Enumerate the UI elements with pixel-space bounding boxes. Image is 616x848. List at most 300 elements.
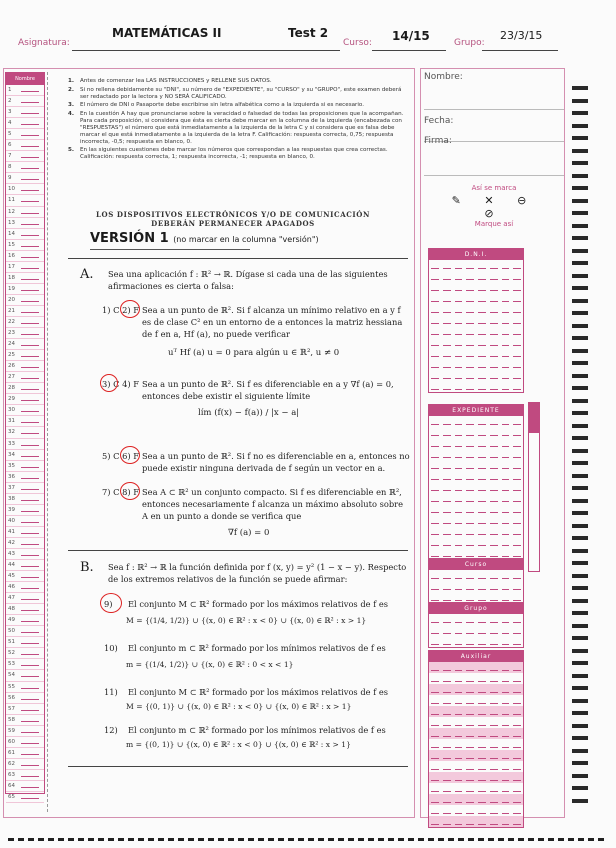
bubble-cell[interactable] xyxy=(429,271,441,282)
bubble-cell[interactable] xyxy=(500,304,512,315)
bubble-cell[interactable] xyxy=(429,438,441,449)
strip-row[interactable] xyxy=(6,704,44,715)
bubble-cell[interactable] xyxy=(476,381,488,392)
bubble-cell[interactable] xyxy=(453,662,465,673)
strip-row[interactable] xyxy=(6,162,44,173)
bubble-cell[interactable] xyxy=(488,416,500,427)
bubble-cell[interactable] xyxy=(464,449,476,460)
bubble-cell[interactable] xyxy=(464,438,476,449)
bubble-cell[interactable] xyxy=(476,460,488,471)
bubble-cell[interactable] xyxy=(429,526,441,537)
bubble-cell[interactable] xyxy=(500,381,512,392)
bubble-cell[interactable] xyxy=(511,293,523,304)
bubble-cell[interactable] xyxy=(441,662,453,673)
bubble-cell[interactable] xyxy=(476,271,488,282)
bubble-cell[interactable] xyxy=(500,482,512,493)
bubble-cell[interactable] xyxy=(464,482,476,493)
bubble-cell[interactable] xyxy=(453,783,465,794)
bubble-cell[interactable] xyxy=(441,471,453,482)
bubble-cell[interactable] xyxy=(441,537,453,548)
bubble-cell[interactable] xyxy=(488,772,500,783)
bubble-cell[interactable] xyxy=(441,816,453,827)
bubble-cell[interactable] xyxy=(429,326,441,337)
strip-row[interactable] xyxy=(6,461,44,472)
bubble-cell[interactable] xyxy=(453,684,465,695)
bubble-cell[interactable] xyxy=(429,337,441,348)
bubble-cell[interactable] xyxy=(500,326,512,337)
bubble-cell[interactable] xyxy=(453,570,465,581)
strip-row[interactable] xyxy=(6,483,44,494)
bubble-cell[interactable] xyxy=(476,427,488,438)
bubble-cell[interactable] xyxy=(511,537,523,548)
bubble-cell[interactable] xyxy=(464,493,476,504)
bubble-cell[interactable] xyxy=(453,581,465,592)
bubble-cell[interactable] xyxy=(441,438,453,449)
strip-row[interactable] xyxy=(6,339,44,350)
bubble-cell[interactable] xyxy=(464,761,476,772)
bubble-cell[interactable] xyxy=(476,282,488,293)
bubble-cell[interactable] xyxy=(500,794,512,805)
bubble-cell[interactable] xyxy=(464,348,476,359)
bubble-cell[interactable] xyxy=(429,684,441,695)
strip-row[interactable] xyxy=(6,118,44,129)
bubble-cell[interactable] xyxy=(511,772,523,783)
bubble-cell[interactable] xyxy=(511,739,523,750)
bubble-cell[interactable] xyxy=(429,293,441,304)
bubble-cell[interactable] xyxy=(441,673,453,684)
bubble-cell[interactable] xyxy=(453,794,465,805)
strip-row[interactable] xyxy=(6,648,44,659)
strip-row[interactable] xyxy=(6,317,44,328)
bubble-cell[interactable] xyxy=(429,717,441,728)
strip-row[interactable] xyxy=(6,306,44,317)
bubble-cell[interactable] xyxy=(441,381,453,392)
bubble-cell[interactable] xyxy=(511,471,523,482)
bubble-cell[interactable] xyxy=(500,449,512,460)
question-11[interactable] xyxy=(104,686,408,698)
bubble-cell[interactable] xyxy=(511,706,523,717)
bubble-cell[interactable] xyxy=(464,695,476,706)
bubble-cell[interactable] xyxy=(500,684,512,695)
bubble-cell[interactable] xyxy=(453,348,465,359)
bubble-cell[interactable] xyxy=(453,706,465,717)
bubble-cell[interactable] xyxy=(476,315,488,326)
bubble-cell[interactable] xyxy=(511,504,523,515)
bubble-cell[interactable] xyxy=(453,504,465,515)
bubble-cell[interactable] xyxy=(464,772,476,783)
bubble-cell[interactable] xyxy=(476,783,488,794)
bubble-cell[interactable] xyxy=(488,381,500,392)
bubble-cell[interactable] xyxy=(429,662,441,673)
bubble-cell[interactable] xyxy=(429,427,441,438)
bubble-cell[interactable] xyxy=(476,449,488,460)
bubble-cell[interactable] xyxy=(453,614,465,625)
bubble-cell[interactable] xyxy=(500,493,512,504)
bubble-cell[interactable] xyxy=(511,515,523,526)
bubble-cell[interactable] xyxy=(476,293,488,304)
strip-row[interactable] xyxy=(6,129,44,140)
bubble-cell[interactable] xyxy=(453,293,465,304)
bubble-cell[interactable] xyxy=(488,260,500,271)
bubble-cell[interactable] xyxy=(500,728,512,739)
bubble-cell[interactable] xyxy=(453,282,465,293)
bubble-cell[interactable] xyxy=(429,772,441,783)
bubble-cell[interactable] xyxy=(429,515,441,526)
bubble-cell[interactable] xyxy=(464,662,476,673)
bubble-cell[interactable] xyxy=(500,761,512,772)
bubble-cell[interactable] xyxy=(453,416,465,427)
bubble-cell[interactable] xyxy=(464,684,476,695)
bubble-cell[interactable] xyxy=(441,805,453,816)
strip-row[interactable] xyxy=(6,184,44,195)
strip-row[interactable] xyxy=(6,229,44,240)
bubble-cell[interactable] xyxy=(488,706,500,717)
bubble-cell[interactable] xyxy=(453,515,465,526)
bubble-cell[interactable] xyxy=(453,739,465,750)
bubble-cell[interactable] xyxy=(511,359,523,370)
bubble-cell[interactable] xyxy=(453,260,465,271)
bubble-cell[interactable] xyxy=(511,348,523,359)
bubble-cell[interactable] xyxy=(511,315,523,326)
bubble-cell[interactable] xyxy=(453,326,465,337)
bubble-cell[interactable] xyxy=(488,482,500,493)
bubble-cell[interactable] xyxy=(464,750,476,761)
bubble-cell[interactable] xyxy=(500,662,512,673)
bubble-cell[interactable] xyxy=(429,460,441,471)
bubble-cell[interactable] xyxy=(453,427,465,438)
bubble-cell[interactable] xyxy=(511,794,523,805)
bubble-cell[interactable] xyxy=(464,326,476,337)
strip-row[interactable] xyxy=(6,207,44,218)
strip-row[interactable] xyxy=(6,626,44,637)
bubble-cell[interactable] xyxy=(476,416,488,427)
bubble-cell[interactable] xyxy=(511,427,523,438)
bubble-cell[interactable] xyxy=(429,783,441,794)
bubble-cell[interactable] xyxy=(488,471,500,482)
bubble-cell[interactable] xyxy=(488,625,500,636)
bubble-cell[interactable] xyxy=(511,761,523,772)
bubble-cell[interactable] xyxy=(453,438,465,449)
strip-row[interactable] xyxy=(6,328,44,339)
bubble-cell[interactable] xyxy=(453,625,465,636)
bubble-cell[interactable] xyxy=(429,370,441,381)
bubble-cell[interactable] xyxy=(453,761,465,772)
bubble-cell[interactable] xyxy=(488,816,500,827)
bubble-cell[interactable] xyxy=(441,750,453,761)
bubble-cell[interactable] xyxy=(441,728,453,739)
bubble-cell[interactable] xyxy=(441,625,453,636)
strip-row[interactable] xyxy=(6,107,44,118)
strip-row[interactable] xyxy=(6,737,44,748)
bubble-cell[interactable] xyxy=(511,482,523,493)
bubble-cell[interactable] xyxy=(464,504,476,515)
bubble-cell[interactable] xyxy=(429,416,441,427)
bubble-cell[interactable] xyxy=(429,482,441,493)
bubble-cell[interactable] xyxy=(429,381,441,392)
bubble-cell[interactable] xyxy=(453,337,465,348)
bubble-cell[interactable] xyxy=(441,706,453,717)
bubble-cell[interactable] xyxy=(500,427,512,438)
strip-row[interactable] xyxy=(6,582,44,593)
strip-row[interactable] xyxy=(6,439,44,450)
bubble-cell[interactable] xyxy=(500,805,512,816)
bubble-cell[interactable] xyxy=(464,293,476,304)
nombre-field[interactable] xyxy=(424,72,564,110)
bubble-cell[interactable] xyxy=(488,449,500,460)
bubble-cell[interactable] xyxy=(464,471,476,482)
bubble-cell[interactable] xyxy=(441,482,453,493)
bubble-cell[interactable] xyxy=(464,570,476,581)
bubble-cell[interactable] xyxy=(476,706,488,717)
bubble-cell[interactable] xyxy=(488,504,500,515)
bubble-cell[interactable] xyxy=(453,805,465,816)
bubble-cell[interactable] xyxy=(476,625,488,636)
bubble-cell[interactable] xyxy=(488,581,500,592)
bubble-cell[interactable] xyxy=(464,537,476,548)
bubble-cell[interactable] xyxy=(476,326,488,337)
bubble-cell[interactable] xyxy=(429,739,441,750)
bubble-cell[interactable] xyxy=(500,614,512,625)
strip-row[interactable] xyxy=(6,670,44,681)
bubble-cell[interactable] xyxy=(441,271,453,282)
bubble-cell[interactable] xyxy=(453,471,465,482)
bubble-cell[interactable] xyxy=(488,717,500,728)
bubble-cell[interactable] xyxy=(441,449,453,460)
bubble-cell[interactable] xyxy=(476,684,488,695)
bubble-cell[interactable] xyxy=(500,504,512,515)
strip-row[interactable] xyxy=(6,505,44,516)
strip-row[interactable] xyxy=(6,427,44,438)
bubble-cell[interactable] xyxy=(500,772,512,783)
bubble-cell[interactable] xyxy=(488,359,500,370)
question-7-8-choices[interactable]: 7) C 8) F xyxy=(102,487,140,497)
bubble-cell[interactable] xyxy=(441,304,453,315)
bubble-cell[interactable] xyxy=(476,614,488,625)
bubble-cell[interactable] xyxy=(464,271,476,282)
bubble-cell[interactable] xyxy=(441,504,453,515)
strip-row[interactable] xyxy=(6,140,44,151)
bubble-cell[interactable] xyxy=(476,304,488,315)
bubble-cell[interactable] xyxy=(429,315,441,326)
strip-row[interactable] xyxy=(6,85,44,96)
bubble-cell[interactable] xyxy=(511,460,523,471)
bubble-cell[interactable] xyxy=(488,728,500,739)
bubble-cell[interactable] xyxy=(476,337,488,348)
bubble-cell[interactable] xyxy=(488,348,500,359)
bubble-cell[interactable] xyxy=(488,515,500,526)
strip-row[interactable] xyxy=(6,151,44,162)
bubble-cell[interactable] xyxy=(429,537,441,548)
bubble-cell[interactable] xyxy=(441,348,453,359)
bubble-cell[interactable] xyxy=(476,581,488,592)
bubble-cell[interactable] xyxy=(500,783,512,794)
bubble-cell[interactable] xyxy=(453,772,465,783)
bubble-cell[interactable] xyxy=(441,416,453,427)
strip-row[interactable] xyxy=(6,748,44,759)
bubble-cell[interactable] xyxy=(500,438,512,449)
strip-row[interactable] xyxy=(6,682,44,693)
bubble-cell[interactable] xyxy=(476,526,488,537)
bubble-cell[interactable] xyxy=(429,750,441,761)
bubble-cell[interactable] xyxy=(476,750,488,761)
bubble-cell[interactable] xyxy=(464,673,476,684)
bubble-cell[interactable] xyxy=(500,271,512,282)
strip-row[interactable] xyxy=(6,251,44,262)
bubble-cell[interactable] xyxy=(511,728,523,739)
bubble-cell[interactable] xyxy=(511,282,523,293)
bubble-cell[interactable] xyxy=(429,504,441,515)
bubble-cell[interactable] xyxy=(511,416,523,427)
bubble-cell[interactable] xyxy=(453,493,465,504)
bubble-cell[interactable] xyxy=(488,271,500,282)
bubble-cell[interactable] xyxy=(441,526,453,537)
bubble-cell[interactable] xyxy=(429,359,441,370)
bubble-cell[interactable] xyxy=(511,783,523,794)
bubble-cell[interactable] xyxy=(441,370,453,381)
bubble-cell[interactable] xyxy=(488,293,500,304)
bubble-cell[interactable] xyxy=(476,482,488,493)
bubble-cell[interactable] xyxy=(464,315,476,326)
bubble-cell[interactable] xyxy=(464,805,476,816)
bubble-cell[interactable] xyxy=(453,717,465,728)
bubble-cell[interactable] xyxy=(429,673,441,684)
bubble-cell[interactable] xyxy=(464,717,476,728)
bubble-cell[interactable] xyxy=(453,750,465,761)
bubble-cell[interactable] xyxy=(441,636,453,647)
bubble-cell[interactable] xyxy=(464,381,476,392)
bubble-cell[interactable] xyxy=(429,304,441,315)
bubble-cell[interactable] xyxy=(476,504,488,515)
bubble-cell[interactable] xyxy=(464,359,476,370)
bubble-cell[interactable] xyxy=(453,370,465,381)
strip-row[interactable] xyxy=(6,96,44,107)
bubble-cell[interactable] xyxy=(488,304,500,315)
bubble-cell[interactable] xyxy=(464,706,476,717)
bubble-cell[interactable] xyxy=(476,673,488,684)
bubble-cell[interactable] xyxy=(464,625,476,636)
bubble-cell[interactable] xyxy=(441,581,453,592)
bubble-cell[interactable] xyxy=(429,471,441,482)
strip-row[interactable] xyxy=(6,516,44,527)
strip-row[interactable] xyxy=(6,604,44,615)
bubble-cell[interactable] xyxy=(453,304,465,315)
bubble-cell[interactable] xyxy=(488,570,500,581)
bubble-cell[interactable] xyxy=(488,614,500,625)
bubble-cell[interactable] xyxy=(453,728,465,739)
bubble-cell[interactable] xyxy=(511,449,523,460)
bubble-cell[interactable] xyxy=(429,581,441,592)
bubble-cell[interactable] xyxy=(488,526,500,537)
bubble-cell[interactable] xyxy=(511,260,523,271)
strip-row[interactable] xyxy=(6,361,44,372)
bubble-cell[interactable] xyxy=(441,783,453,794)
bubble-cell[interactable] xyxy=(488,282,500,293)
bubble-cell[interactable] xyxy=(464,581,476,592)
bubble-cell[interactable] xyxy=(441,427,453,438)
bubble-cell[interactable] xyxy=(511,381,523,392)
bubble-cell[interactable] xyxy=(476,260,488,271)
bubble-cell[interactable] xyxy=(464,783,476,794)
bubble-cell[interactable] xyxy=(464,304,476,315)
bubble-cell[interactable] xyxy=(511,805,523,816)
strip-row[interactable] xyxy=(6,450,44,461)
bubble-cell[interactable] xyxy=(441,315,453,326)
bubble-cell[interactable] xyxy=(476,761,488,772)
bubble-cell[interactable] xyxy=(476,772,488,783)
strip-row[interactable] xyxy=(6,284,44,295)
strip-row[interactable] xyxy=(6,494,44,505)
bubble-cell[interactable] xyxy=(464,416,476,427)
bubble-cell[interactable] xyxy=(488,636,500,647)
bubble-cell[interactable] xyxy=(441,515,453,526)
bubble-cell[interactable] xyxy=(511,581,523,592)
strip-row[interactable] xyxy=(6,295,44,306)
bubble-cell[interactable] xyxy=(488,695,500,706)
strip-row[interactable] xyxy=(6,571,44,582)
bubble-cell[interactable] xyxy=(488,337,500,348)
bubble-cell[interactable] xyxy=(429,805,441,816)
strip-row[interactable] xyxy=(6,549,44,560)
bubble-cell[interactable] xyxy=(464,260,476,271)
bubble-cell[interactable] xyxy=(488,315,500,326)
bubble-cell[interactable] xyxy=(488,662,500,673)
strip-row[interactable] xyxy=(6,273,44,284)
strip-row[interactable] xyxy=(6,792,44,803)
bubble-cell[interactable] xyxy=(441,772,453,783)
bubble-cell[interactable] xyxy=(511,570,523,581)
bubble-cell[interactable] xyxy=(511,816,523,827)
bubble-cell[interactable] xyxy=(500,337,512,348)
question-1-2-choices[interactable]: 1) C 2) F xyxy=(102,305,140,315)
bubble-cell[interactable] xyxy=(441,761,453,772)
bubble-cell[interactable] xyxy=(511,438,523,449)
bubble-cell[interactable] xyxy=(429,636,441,647)
bubble-cell[interactable] xyxy=(488,761,500,772)
bubble-cell[interactable] xyxy=(511,370,523,381)
strip-row[interactable] xyxy=(6,538,44,549)
strip-row[interactable] xyxy=(6,394,44,405)
bubble-cell[interactable] xyxy=(488,537,500,548)
bubble-cell[interactable] xyxy=(441,739,453,750)
bubble-cell[interactable] xyxy=(488,370,500,381)
strip-row[interactable] xyxy=(6,405,44,416)
bubble-cell[interactable] xyxy=(511,684,523,695)
bubble-cell[interactable] xyxy=(453,673,465,684)
bubble-cell[interactable] xyxy=(500,282,512,293)
strip-row[interactable] xyxy=(6,759,44,770)
bubble-cell[interactable] xyxy=(500,515,512,526)
bubble-cell[interactable] xyxy=(476,662,488,673)
strip-row[interactable] xyxy=(6,383,44,394)
bubble-cell[interactable] xyxy=(441,570,453,581)
bubble-cell[interactable] xyxy=(453,449,465,460)
bubble-cell[interactable] xyxy=(453,636,465,647)
strip-row[interactable] xyxy=(6,173,44,184)
bubble-cell[interactable] xyxy=(453,359,465,370)
strip-row[interactable] xyxy=(6,726,44,737)
bubble-cell[interactable] xyxy=(464,816,476,827)
bubble-cell[interactable] xyxy=(488,673,500,684)
bubble-cell[interactable] xyxy=(488,684,500,695)
strip-row[interactable] xyxy=(6,218,44,229)
question-10[interactable] xyxy=(104,642,408,654)
bubble-cell[interactable] xyxy=(464,636,476,647)
bubble-cell[interactable] xyxy=(429,449,441,460)
bubble-cell[interactable] xyxy=(500,471,512,482)
strip-row[interactable] xyxy=(6,372,44,383)
bubble-cell[interactable] xyxy=(511,625,523,636)
question-5-6-choices[interactable]: 5) C 6) F xyxy=(102,451,140,461)
